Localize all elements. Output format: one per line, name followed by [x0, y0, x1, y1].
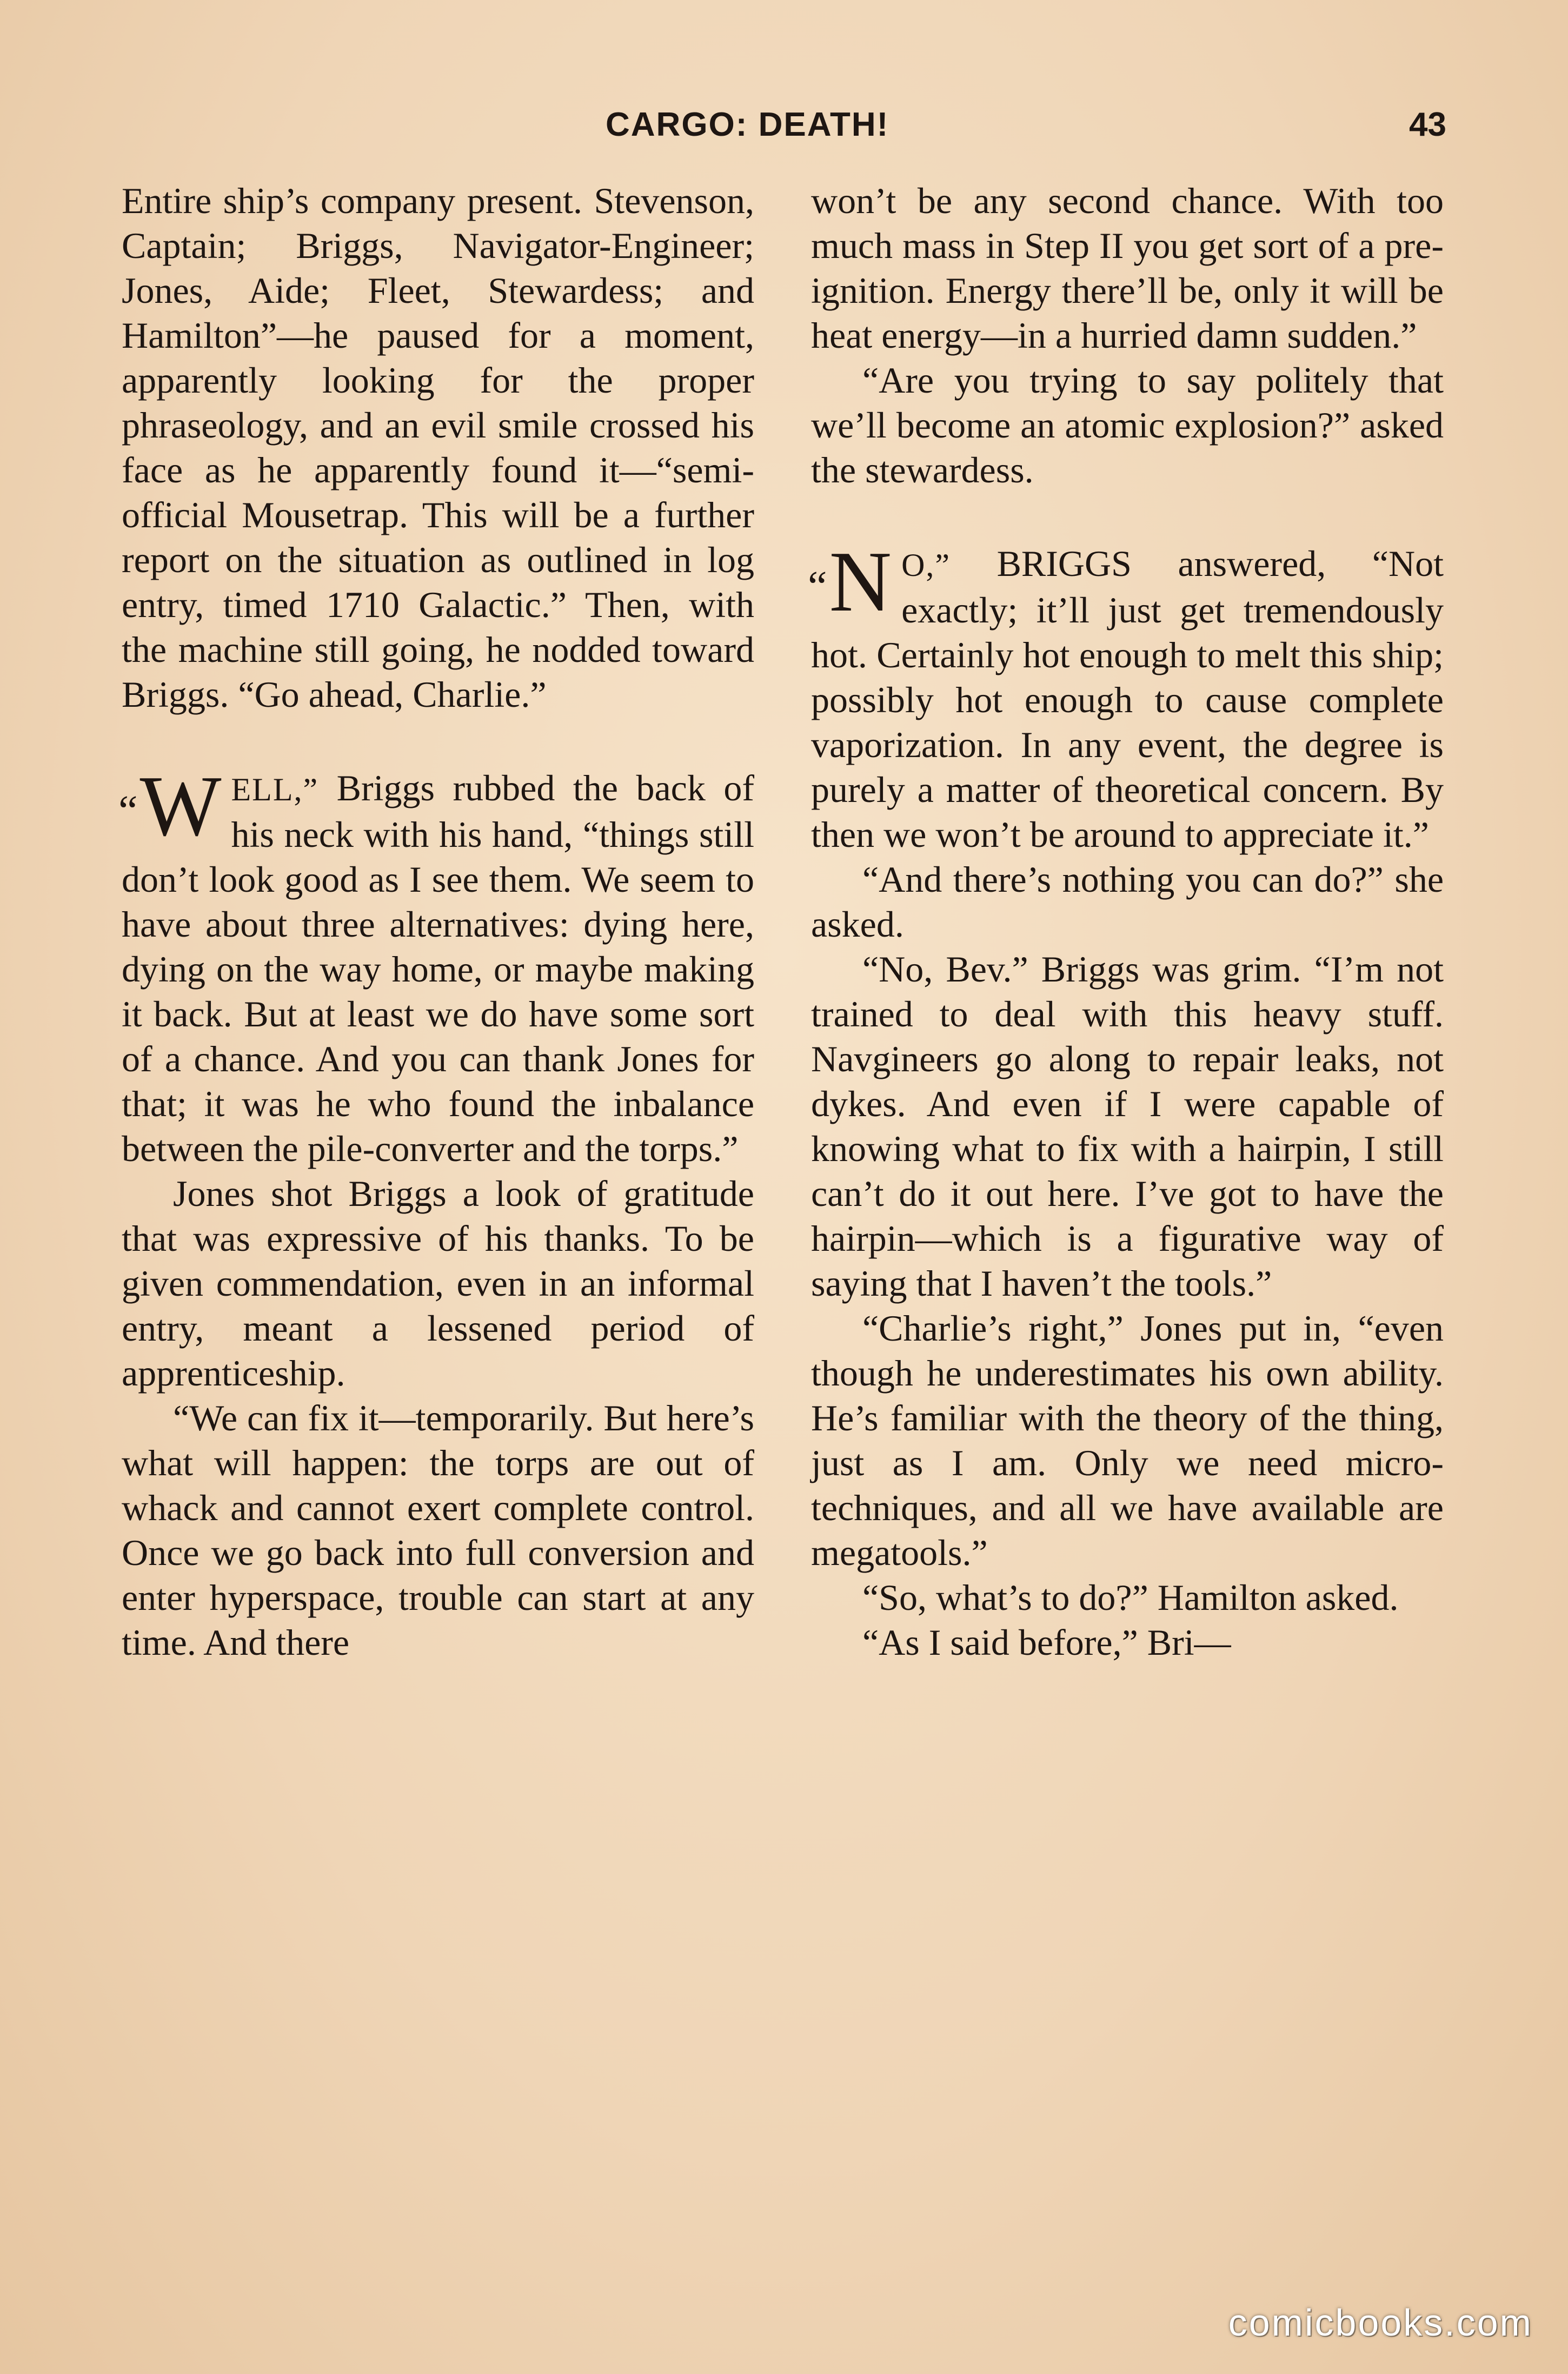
watermark: comicbooks.com	[1228, 2302, 1533, 2344]
paragraph: “So, what’s to do?” Hamilton asked.	[862, 1577, 1399, 1618]
paragraph: “And there’s nothing you can do?” she asked.	[811, 859, 1444, 945]
drop-cap-letter: W	[139, 758, 222, 854]
section-paragraph	[808, 533, 1444, 857]
small-caps-lead: ELL,”	[231, 772, 319, 807]
right-column	[808, 178, 1444, 1665]
drop-cap-quote: “	[808, 563, 827, 611]
paragraph: won’t be any second chance. With too much mass in Step II you get sort of a pre-ignition. Energy there’ll be, only it will be heat energy—in a hurried damn sudden.”	[811, 180, 1444, 356]
page-header	[0, 105, 1568, 154]
left-column	[118, 178, 754, 1665]
paragraph: “No, Bev.” Briggs was grim. “I’m not trained to deal with this heavy stuff. Navgineers go along to repair leaks, not dykes. And even if I were capable of knowing what to fix with a hairpin, I still can’t do it out here. I’ve got to have the hairpin—which is a figurative way of saying that I haven’t the tools.”	[811, 949, 1444, 1304]
running-title: CARGO: DEATH!	[606, 106, 889, 143]
paragraph: “As I said before,” Bri—	[862, 1622, 1231, 1663]
drop-cap-letter: N	[829, 533, 892, 629]
drop-cap	[118, 758, 222, 854]
paragraph: “We can fix it—temporarily. But here’s what will happen: the torps are out of whack and cannot exert complete control. Once we go back into full conversion and enter hyperspace, trouble can start at any time. And there	[122, 1397, 754, 1663]
section-paragraph	[118, 758, 754, 1171]
paragraph: Entire ship’s company present. Stevenson, Captain; Briggs, Navigator-Engineer; Jones, Aide; Fleet, Stewardess; and Hamilton”—he paused for a moment, apparently looking for the proper phraseology, and an evil smile crossed his face as he apparently found it—“semi-official Mousetrap. This will be a further report on the situation as outlined in log entry, timed 1710 Galactic.” Then, with the machine still going, he nodded toward Briggs. “Go ahead, Charlie.”	[122, 180, 754, 715]
paragraph-text: Briggs rubbed the back of his neck with his hand, “things still don’t look good as I see them. We seem to have about three alternatives: dying here, dying on the way home, or maybe making it back. But at least we do have some sort of a chance. And you can thank Jones for that; it was he who found the inbalance between the pile-converter and the torps.”	[122, 767, 754, 1169]
paragraph: “Are you trying to say politely that we’ll become an atomic explosion?” asked the stewardess.	[811, 360, 1444, 490]
paragraph: “Charlie’s right,” Jones put in, “even though he underestimates his own ability. He’s familiar with the theory of the thing, just as I am. Only we need micro-techniques, and all we have available are megatools.”	[811, 1308, 1444, 1573]
drop-cap-quote: “	[118, 787, 138, 835]
page-number: 43	[1409, 106, 1446, 143]
paragraph-text: BRIGGS answered, “Not exactly; it’ll just get tremendously hot. Certainly hot enough to melt this ship; possibly hot enough to cause complete vaporization. In any event, the degree is purely a matter of theoretical concern. By then we won’t be around to appreciate it.”	[811, 543, 1444, 855]
paragraph: Jones shot Briggs a look of gratitude that was expressive of his thanks. To be given commendation, even in an informal entry, meant a lessened period of apprenticeship.	[122, 1173, 754, 1394]
small-caps-lead: O,”	[901, 547, 951, 583]
drop-cap	[808, 533, 892, 629]
